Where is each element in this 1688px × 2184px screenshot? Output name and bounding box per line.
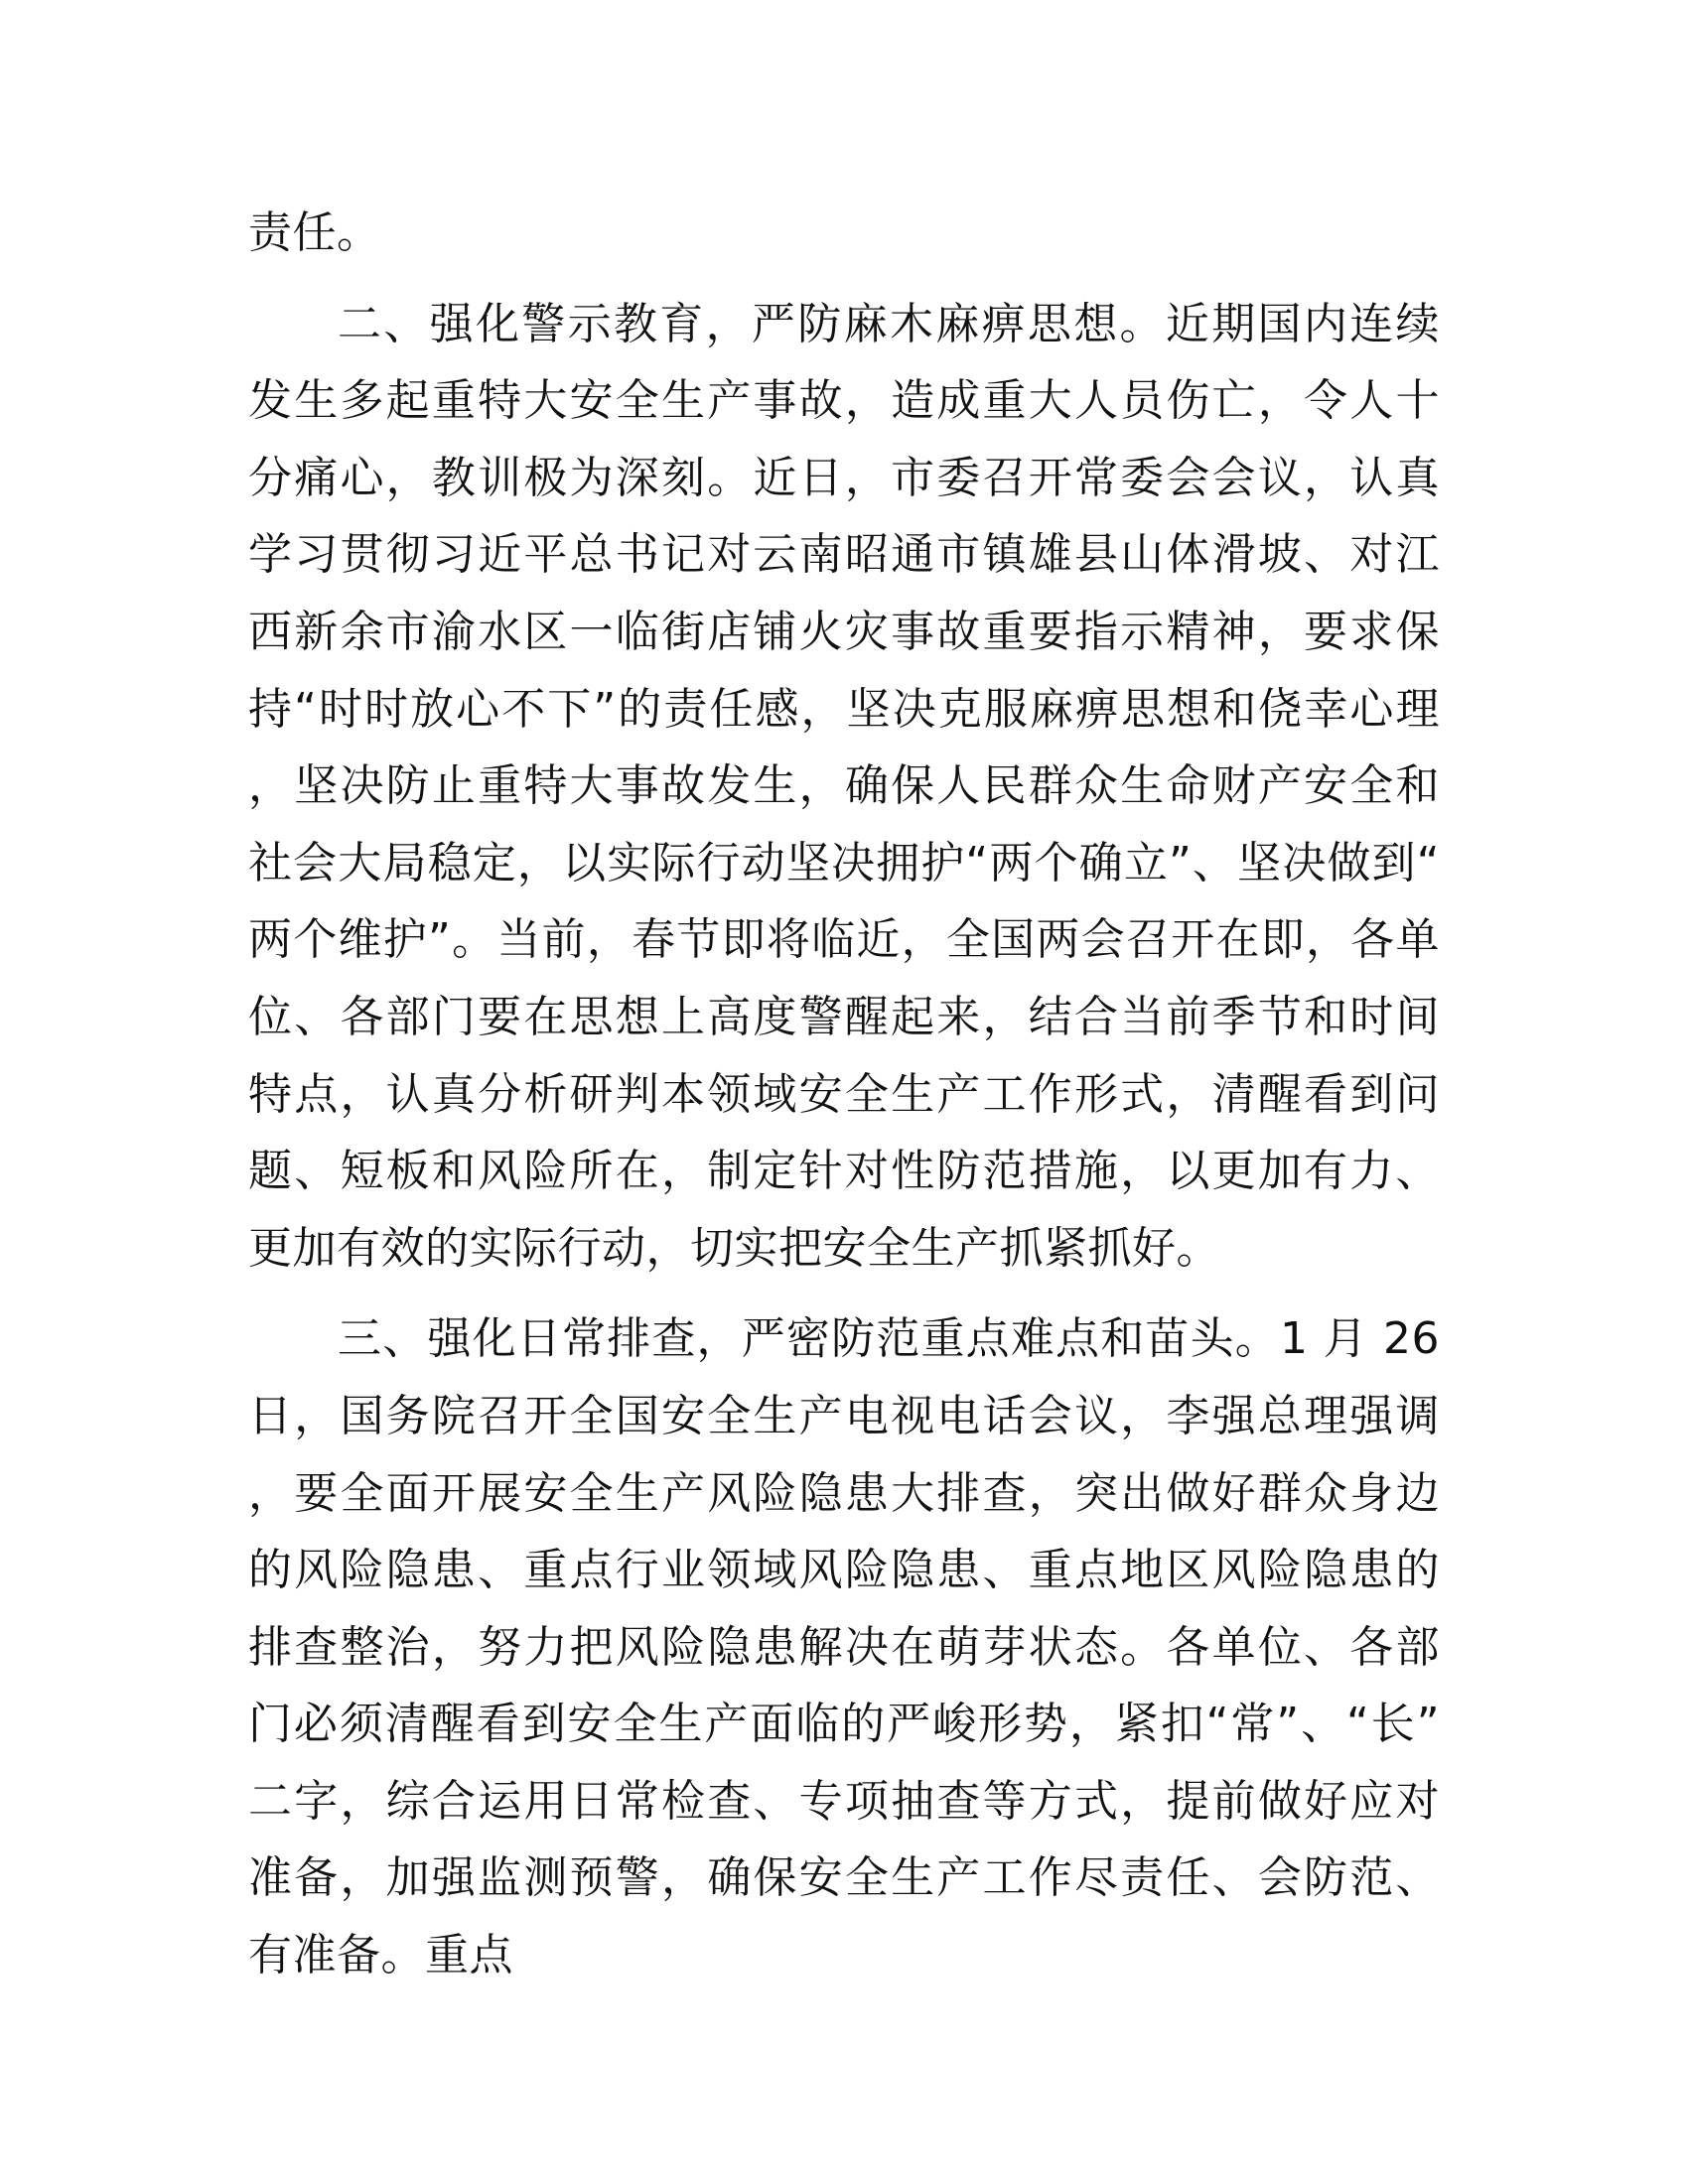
paragraph-1: 责任。 [248,207,381,258]
document-page [248,195,1440,1994]
paragraph-3: 三、强化日常排查，严密防范重点难点和苗头。1 月 26 日，国务院召开全国安全生产电视电话会议，李强总理强调，要全面开展安全生产风险隐患大排查，突出做好群众身边的风险隐患、重点行业领域风险隐患、重点地区风险隐患的排查整治，努力把风险隐患解决在萌芽状态。各单位、各部门必须清醒看到安全生产面临的严峻形势，紧扣“常”、“长”二字，综合运用日常检查、专项抽查等方式，提前做好应对准备，加强监测预警，确保安全生产工作尽责任、会防范、有准备。重点 [248,1313,1440,1981]
paragraph-2: 二、强化警示教育，严防麻木麻痹思想。近期国内连续发生多起重特大安全生产事故，造成重大人员伤亡，令人十分痛心，教训极为深刻。近日，市委召开常委会会议，认真学习贯彻习近平总书记对云南昭通市镇雄县山体滑坡、对江西新余市渝水区一临街店铺火灾事故重要指示精神，要求保持“时时放心不下”的责任感，坚决克服麻痹思想和侥幸心理，坚决防止重特大事故发生，确保人民群众生命财产安全和社会大局稳定，以实际行动坚决拥护“两个确立”、坚决做到“两个维护”。当前，春节即将临近，全国两会召开在即，各单位、各部门要在思想上高度警醒起来，结合当前季节和时间特点，认真分析研判本领域安全生产工作形式，清醒看到问题、短板和风险所在，制定针对性防范措施，以更加有力、更加有效的实际行动，切实把安全生产抓紧抓好。 [248,298,1440,1274]
paragraph-gap [248,1287,1440,1300]
paragraph-gap [248,272,1440,286]
